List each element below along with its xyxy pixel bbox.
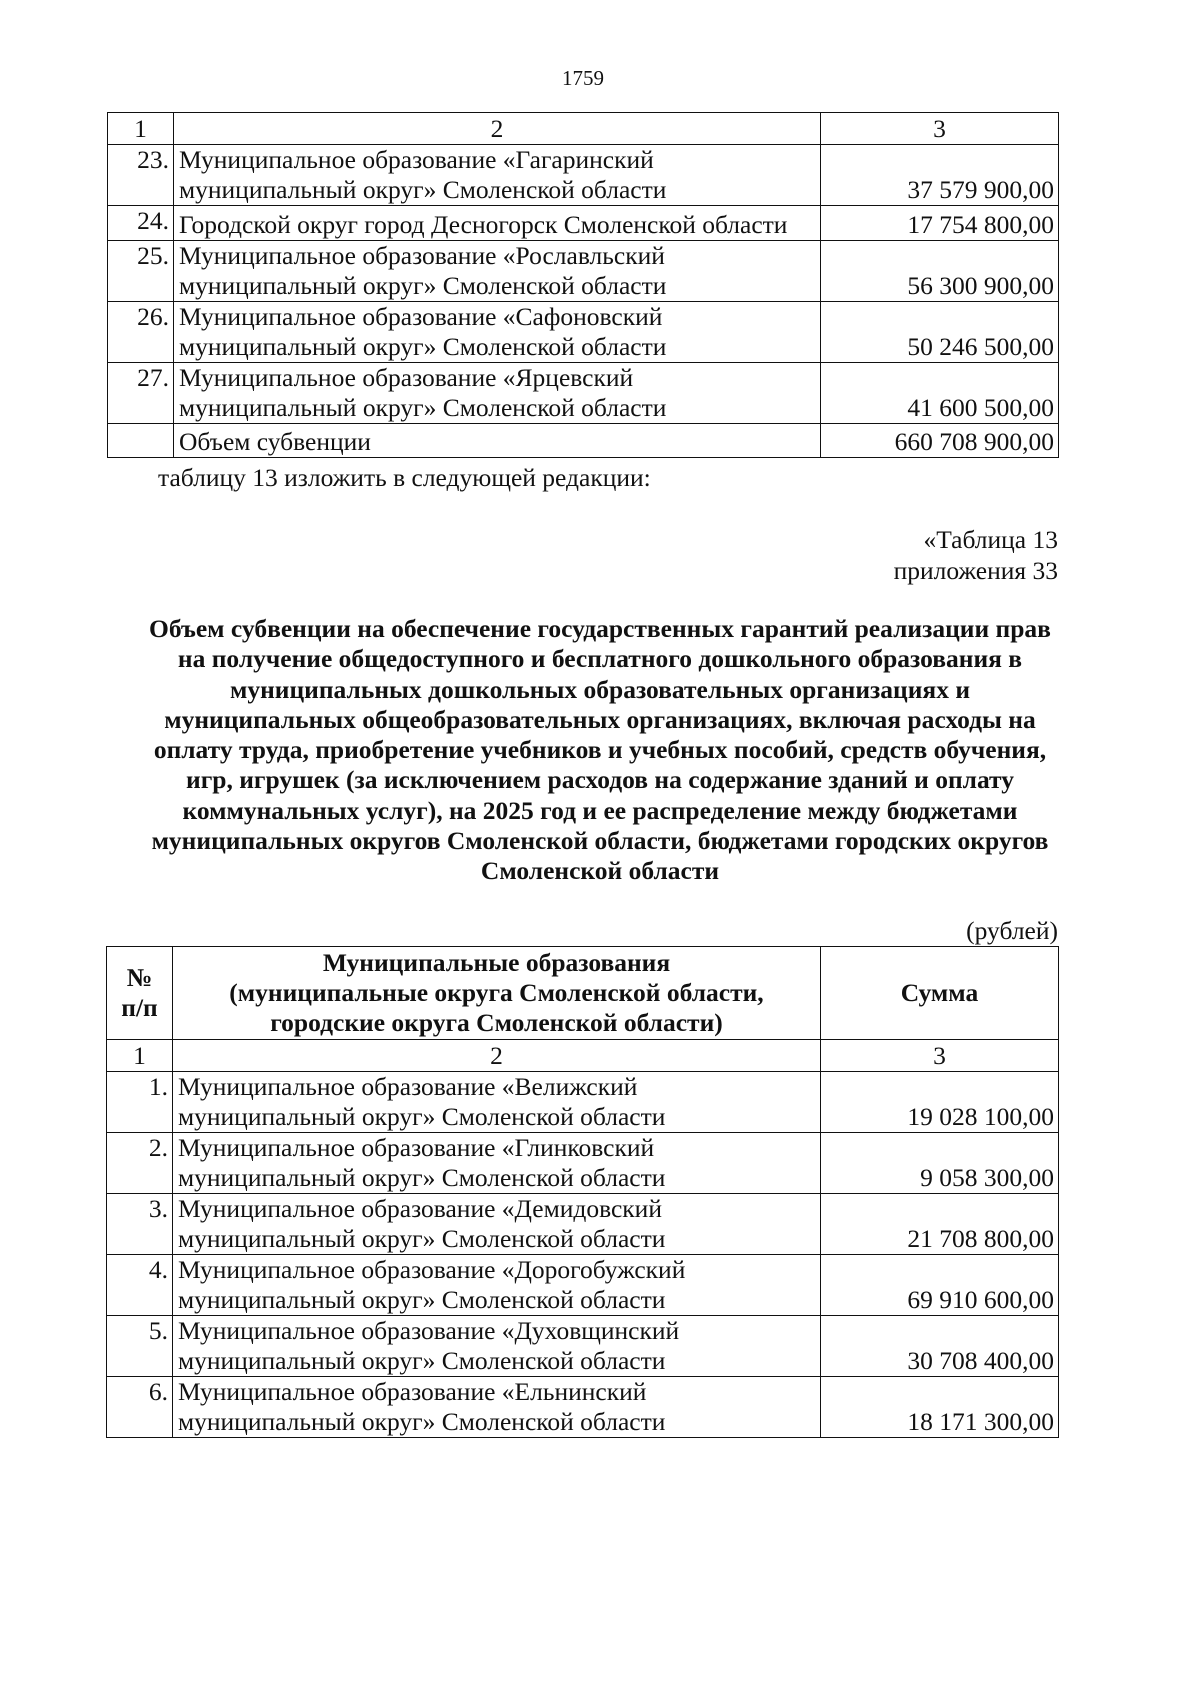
- name-line: муниципальный округ» Смоленской области: [178, 1102, 666, 1131]
- name-line: Муниципальное образование «Ярцевский: [179, 363, 634, 392]
- total-amount: 660 708 900,00: [821, 424, 1059, 458]
- row-amount: 30 708 400,00: [821, 1316, 1059, 1377]
- row-amount: 19 028 100,00: [821, 1072, 1059, 1133]
- row-number: 4.: [107, 1255, 173, 1316]
- row-name: [173, 1316, 821, 1377]
- row-name: Городской округ город Десногорск Смоленской области: [174, 206, 821, 241]
- row-amount: 50 246 500,00: [821, 302, 1059, 363]
- row-number: 2.: [107, 1133, 173, 1194]
- total-row: [108, 424, 1059, 458]
- name-line: Муниципальное образование «Ельнинский: [178, 1377, 647, 1406]
- title-line: на получение общедоступного и бесплатного дошкольного образования в: [177, 644, 1023, 674]
- header-name: [173, 947, 821, 1040]
- row-name: [173, 1133, 821, 1194]
- row-name: [173, 1255, 821, 1316]
- name-line: Муниципальное образование «Дорогобужский: [178, 1255, 686, 1284]
- name-line: Муниципальное образование «Велижский: [178, 1072, 638, 1101]
- column-number: 2: [173, 1040, 821, 1072]
- row-amount: 18 171 300,00: [821, 1377, 1059, 1438]
- column-number: 3: [821, 113, 1059, 145]
- column-number-row: [107, 1040, 1059, 1072]
- column-number: 1: [108, 113, 174, 145]
- header-number: [107, 947, 173, 1040]
- name-line: Муниципальное образование «Гагаринский: [179, 145, 654, 174]
- empty-cell: [108, 424, 174, 458]
- row-name: [174, 363, 821, 424]
- table-reference-line: «Таблица 13: [923, 525, 1058, 554]
- header-amount: Сумма: [821, 947, 1059, 1040]
- title-line: коммунальных услуг), на 2025 год и ее распределение между бюджетами: [182, 795, 1018, 825]
- row-amount: 41 600 500,00: [821, 363, 1059, 424]
- row-number: 26.: [108, 302, 174, 363]
- table-row: [107, 1255, 1059, 1316]
- document-title: [100, 614, 1100, 887]
- table-row: [107, 1133, 1059, 1194]
- name-line: Муниципальное образование «Глинковский: [178, 1133, 655, 1162]
- name-line: Муниципальное образование «Сафоновский: [179, 302, 663, 331]
- name-line: Муниципальное образование «Духовщинский: [178, 1316, 680, 1345]
- total-label: Объем субвенции: [174, 424, 821, 458]
- name-line: муниципальный округ» Смоленской области: [178, 1346, 666, 1375]
- row-number: 5.: [107, 1316, 173, 1377]
- title-line: муниципальных общеобразовательных организациях, включая расходы на: [164, 704, 1036, 734]
- row-number: 3.: [107, 1194, 173, 1255]
- row-number: 1.: [107, 1072, 173, 1133]
- header-line: Муниципальные образования: [322, 948, 671, 977]
- row-amount: 17 754 800,00: [821, 206, 1059, 241]
- name-line: муниципальный округ» Смоленской области: [178, 1285, 666, 1314]
- row-amount: 69 910 600,00: [821, 1255, 1059, 1316]
- table-row: [108, 145, 1059, 206]
- row-name: [173, 1194, 821, 1255]
- row-name: [174, 241, 821, 302]
- row-number: 23.: [108, 145, 174, 206]
- column-number: 3: [821, 1040, 1059, 1072]
- header-line: п/п: [121, 993, 158, 1022]
- subvention-table: [106, 946, 1059, 1438]
- previous-table-continuation: [107, 112, 1059, 458]
- column-number: 1: [107, 1040, 173, 1072]
- column-number: 2: [174, 113, 821, 145]
- name-line: муниципальный округ» Смоленской области: [179, 393, 667, 422]
- name-line: муниципальный округ» Смоленской области: [178, 1163, 666, 1192]
- title-line: муниципальных округов Смоленской области, бюджетами городских округов: [151, 826, 1049, 856]
- name-line: муниципальный округ» Смоленской области: [178, 1224, 666, 1253]
- row-name: [173, 1072, 821, 1133]
- header-line: (муниципальные округа Смоленской области,: [229, 978, 764, 1007]
- table-row: [108, 302, 1059, 363]
- title-line: оплату труда, приобретение учебников и учебных пособий, средств обучения,: [153, 735, 1047, 765]
- row-amount: 9 058 300,00: [821, 1133, 1059, 1194]
- table-row: [107, 1194, 1059, 1255]
- name-line: муниципальный округ» Смоленской области: [179, 332, 667, 361]
- column-number-row: [108, 113, 1059, 145]
- title-line: Смоленской области: [480, 856, 720, 886]
- table-row: [108, 363, 1059, 424]
- row-amount: 37 579 900,00: [821, 145, 1059, 206]
- name-line: муниципальный округ» Смоленской области: [179, 271, 667, 300]
- instruction-text: таблицу 13 изложить в следующей редакции:: [158, 463, 651, 492]
- table-row: [108, 241, 1059, 302]
- row-amount: 56 300 900,00: [821, 241, 1059, 302]
- title-line: игр, игрушек (за исключением расходов на содержание зданий и оплату: [186, 765, 1014, 795]
- table-row: [107, 1072, 1059, 1133]
- row-number: 27.: [108, 363, 174, 424]
- row-amount: 21 708 800,00: [821, 1194, 1059, 1255]
- row-number: 25.: [108, 241, 174, 302]
- row-name: [173, 1377, 821, 1438]
- header-line: №: [126, 963, 153, 992]
- title-line: муниципальных дошкольных образовательных организациях и: [229, 674, 971, 704]
- row-number: 24.: [108, 206, 174, 241]
- row-name: [174, 302, 821, 363]
- table-row: [107, 1316, 1059, 1377]
- header-line: городские округа Смоленской области): [270, 1008, 723, 1037]
- name-line: муниципальный округ» Смоленской области: [179, 175, 667, 204]
- table-row: [107, 1377, 1059, 1438]
- table-row: [108, 206, 1059, 241]
- table-reference: [894, 524, 1058, 586]
- table-header-row: [107, 947, 1059, 1040]
- units-label: (рублей): [966, 916, 1058, 945]
- table-reference-line: приложения 33: [893, 556, 1058, 585]
- name-line: Муниципальное образование «Рославльский: [179, 241, 665, 270]
- title-line: Объем субвенции на обеспечение государственных гарантий реализации прав: [149, 614, 1051, 643]
- name-line: муниципальный округ» Смоленской области: [178, 1407, 666, 1436]
- row-name: [174, 145, 821, 206]
- name-line: Муниципальное образование «Демидовский: [178, 1194, 662, 1223]
- row-number: 6.: [107, 1377, 173, 1438]
- page-number: 1759: [562, 66, 604, 90]
